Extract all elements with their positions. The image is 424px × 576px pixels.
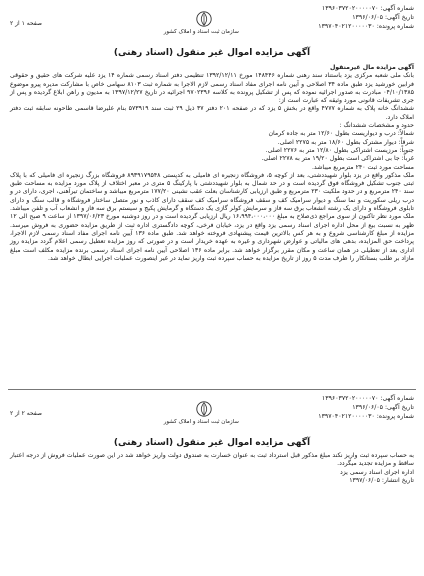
emblem-icon [195, 10, 213, 28]
notice-meta [264, 4, 414, 31]
boundary-east: شرقاً: دیوار مشترک بطول ۱۸/۶۰ متر به ۲۲۷۵ اصلی. [277, 138, 414, 146]
page-number: صفحه ۲ از ۲ [10, 410, 42, 417]
boundary-west: غرباً: جا بی اشتراکی است بطول ۱۹/۲۰ متر به ۲۲۷۸ اصلی. [261, 155, 414, 163]
notice-number: شماره آگهی: ۱۳۹۶۰۳۷۲۰۲۰۰۰۰۰۷۰ [321, 5, 414, 12]
body-paragraph: ششدانگ خانه پلاک به شماره ۴۷۷۷ واقع در بخش ۵ یزد که در صفحه ۲۰۱ دفتر ۳۷ ذیل ۲۹ ثبت سند ۵۷۳۹۱۹ بنام علیرضا قاسمی طاحونه سابقه ثبت دفتر املاک دارد. [10, 105, 414, 121]
body-paragraph: ملک مذکور واقع در یزد بلوار شهیددشتی، بعد از کوچه ۵، فروشگاه زنجیره ای فامیلی به کدپستی ۸۹۳۹۱۷۹۵۴۸ فروشگاه بزرگ زنجیره ای فامیلی که با پلاک ثبتی جنوب تشکیل فروشگاه فوق گردیده است و در حد شمال به بلوار شهیددشتی با پارکینگ ۵ متری در معبر اختلاف از پلاک مورد مزایده به مساحت طبق سند ۲۴۰ مترمربع و در حدود ملکیت ۲۳۰ مترمربع و طبق ارزیابی کارشناسان بعلت عقب نشینی ۱۷۷/۲۰ مترمربع میباشد و ساختمان تیرآهنی، اجری، دارای در و درب ریلی سکوریت و نما سنگ و دیوار سرامیک کف و سقف فروشگاه سرامیک کف سقف دارای کاذب و نور متصل ساختار فروشگاه و قالب سنگ و دارای تابلوی فروشگاه و دارای یک رشته انشعاب برق سه فاز و سرمایش کولر گازی یک دستگاه و گرمایش پکیج و سیستم برق سه فاز و انشعاب آب و تلفن میباشد. ملک مورد نظر تاکنون از سوی مراجع ذی‌صلاح به مبلغ ۱۶،۹۹۴،۰۰۰،۰۰۰ ریال ارزیابی گردیده است و در روز دوشنبه مورخ ۱۳۹۷/۰۶/۲۳ از ساعت ۹ صبح الی ۱۲ ظهر به نسبت بیع از محل اداره اجرای اسناد رسمی یزد واقع در یزد، خیابان فرخی، کوچه دادگستری اداره ثبت از طریق مزایده حضوری به فروش میرسد. مزایده از مبلغ کارشناسی شروع و به هر کس بالاترین قیمت پیشنهادی فروخته خواهد شد. طبق ماده ۱۳۶ آیین نامه اجرای مفاد اسناد رسمی لازم الاجرا، پرداخت حق المزایده، بدهی های مالیاتی و عوارض شهرداری و غیره به عهده خریدار است و در صورتی که روز مزایده تعطیل رسمی اعلام گردد مزایده روز اداری بعد از تعطیلی در همان ساعت و مکان مقرر برگزار خواهد شد. برابر ماده ۱۳۶ اصلاحی آیین نامه اجرای اسناد رسمی برنده مزایده مکلف است مبلغ مازاد بر طلب بستانکار را ظرف مدت ۵ روز از تاریخ مزایده به حساب سپرده ثبت واریز نماید در غیر اینصورت عملیات اجرایی ابطال خواهد شد. [10, 171, 415, 262]
boundary-south: جنوباً: مرزیست اشتراکی بطول ۱۲/۸۰ متر به ۲۲۷۶ اصلی. [265, 146, 414, 154]
emblem-icon [195, 400, 213, 418]
issuer-line: اداره اجرای اسناد رسمی یزد [339, 468, 414, 476]
notice-date: تاریخ آگهی: ۱۳۹۶/۰۶/۰۵ [352, 14, 414, 21]
notice-date: تاریخ آگهی: ۱۳۹۶/۰۶/۰۵ [352, 404, 414, 411]
area-line: مساحت مورد ثبت ۲۴۰ مترمربع میباشد. [311, 163, 414, 171]
case-number: شماره پرونده: ۱۳۹۷۰۴۰۲۱۲۰۰۰۰۰۳۰ [318, 23, 414, 30]
notice-meta [264, 394, 414, 421]
organization-logo [163, 10, 239, 36]
notice-page-2 [10, 394, 414, 572]
notice-body [10, 452, 414, 485]
page-number: صفحه ۱ از ۲ [10, 20, 42, 27]
notice-body [10, 64, 414, 263]
organization-name: سازمان ثبت اسناد و املاک کشور [163, 419, 239, 425]
notice-number: شماره آگهی: ۱۳۹۶۰۳۷۲۰۲۰۰۰۰۰۷۰ [321, 395, 414, 402]
notice-title: آگهی مزایده اموال غیر منقول (اسناد رهنی) [113, 48, 311, 58]
publish-date: تاریخ انتشار: ۱۳۹۷/۰۶/۰۵ [349, 476, 414, 484]
page-divider [8, 389, 416, 390]
body-paragraph: بانک ملی شعبه مرکزی یزد باستناد سند رهنی شماره ۱۴۸۴۴۶ مورخ ۱۳۹۲/۱۲/۱۱ تنظیمی دفتر اسناد رسمی شماره ۱۴ یزد علیه شرکت های حقیق و حقوقی فرابین خورشید یزد طبق ماده ۳۴ اصلاحی و آیین نامه اجرای مفاد اسناد رسمی لازم الاجرا به شماره ثبت ۸۱۰۳ سهامی خاص با مشارکت مدیره پیرو موضوع ۰۴/۱۰/۱۳۸۵ مبادرت به صدور اجرائیه نموده که پس از تشکیل پرونده به کلاسه ۹۷۰۲۳۹۶ اجرائیه در تاریخ ۱۳۹۷/۱۲/۲۷ به مدیون و راهن ابلاغ گردیده و پس از جری تشریفات قانونی مورد وثیقه که عبارت است از: [10, 72, 414, 105]
organization-logo [163, 400, 239, 426]
organization-name: سازمان ثبت اسناد و املاک کشور [163, 29, 239, 35]
notice-page-1 [10, 4, 414, 388]
body-paragraph: به حساب سپرده ثبت واریز نکند مبلغ مذکور قبل استرداد ثبت به عنوان خسارت به صندوق دولت واریز خواهد شد در این صورت عملیات فروش از درجه اعتبار ساقط و مزایده تجدید میگردد. [10, 452, 414, 468]
body-heading: آگهی مزایده مال غیرمنقول [329, 64, 414, 71]
case-number: شماره پرونده: ۱۳۹۷۰۴۰۲۱۲۰۰۰۰۰۳۰ [318, 413, 414, 420]
notice-title: آگهی مزایده اموال غیر منقول (اسناد رهنی) [113, 438, 311, 448]
boundaries-heading: حدود و مشخصات ششدانگ : [339, 122, 414, 130]
boundary-north: شمالاً: درب و دیواریست بطول ۱۲/۶۰ متر به جاده کرمان [268, 130, 414, 138]
